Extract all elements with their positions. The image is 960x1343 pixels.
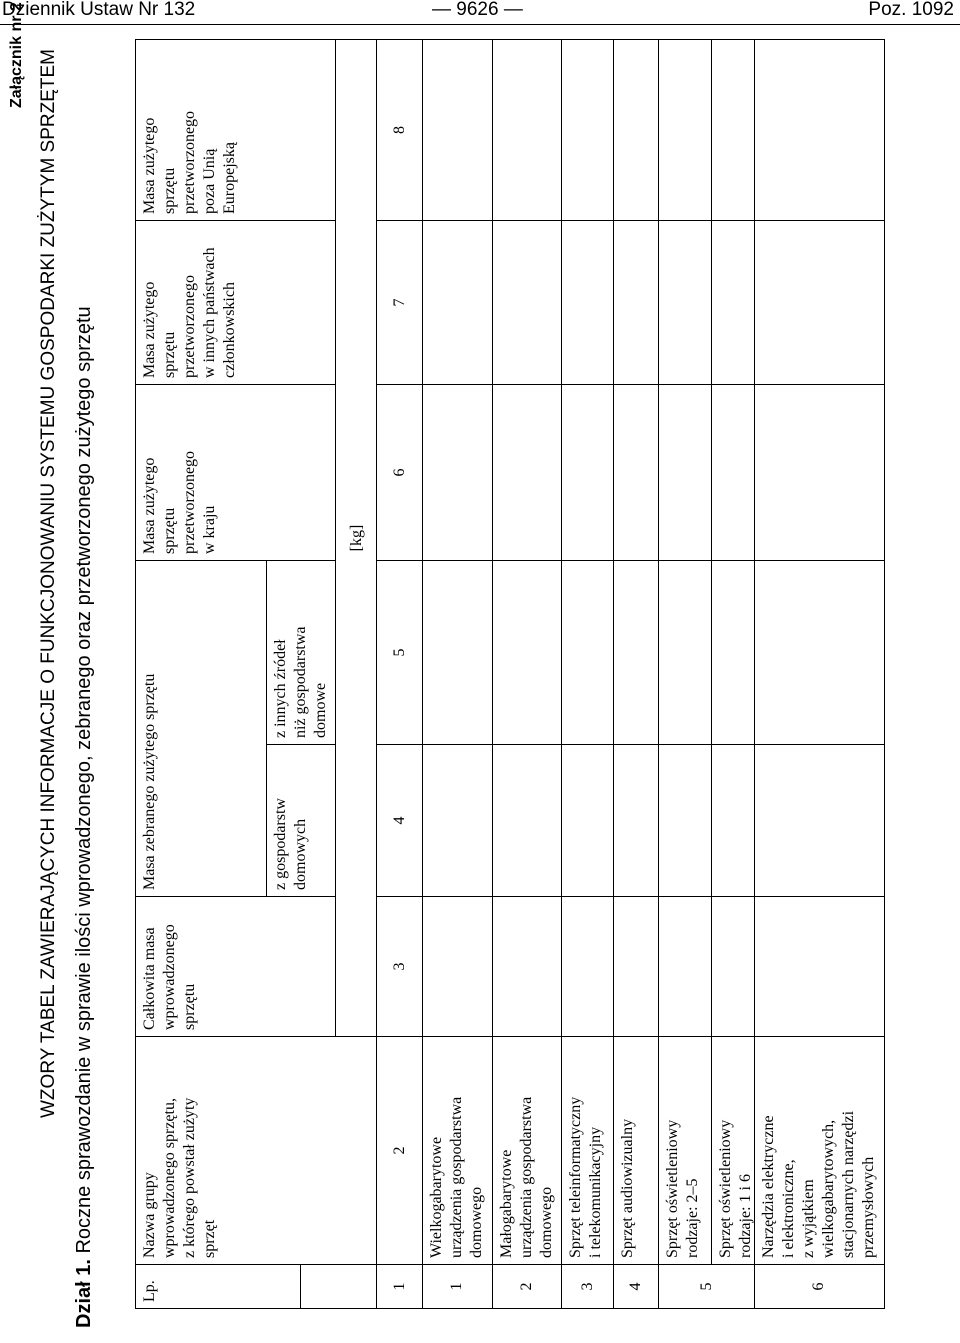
row-group-name: Sprzęt audiowizualny [613,1037,658,1265]
data-cell[interactable] [658,385,711,561]
data-cell[interactable] [561,561,613,745]
col-number: 7 [376,221,422,385]
data-cell[interactable] [561,897,613,1037]
position-number: Poz. 1092 [868,0,954,20]
data-cell[interactable] [754,561,885,745]
data-cell[interactable] [658,39,711,221]
data-cell[interactable] [613,39,658,221]
data-cell[interactable] [613,561,658,745]
data-cell[interactable] [711,39,754,221]
section-label: Dział 1. [73,1259,95,1328]
row-lp: 6 [754,1265,885,1309]
data-cell[interactable] [613,897,658,1037]
data-cell[interactable] [658,745,711,897]
main-title: WZORY TABEL ZAWIERAJĄCYCH INFORMACJE O FUNKCJONOWANIU SYSTEMU GOSPODARKI ZUŻYTYM SPRZĘTEM [38,48,59,1118]
data-cell[interactable] [561,221,613,385]
data-cell[interactable] [658,897,711,1037]
row-group-name: Narzędzia elektryczne i elektroniczne, z wyjątkiem wielkogabarytowych, stacjonarnych narzędzi przemysłowych [754,1037,885,1265]
row-lp: 1 [422,1265,492,1309]
row-lp: 4 [613,1265,658,1309]
section-text: Roczne sprawozdanie w sprawie ilości wprowadzonego, zebranego oraz przetworzonego zużytego sprzętu [73,306,95,1254]
row-group-name: Sprzęt oświetleniowy rodzaje: 1 i 6 [711,1037,754,1265]
data-cell[interactable] [754,221,885,385]
data-cell[interactable] [561,385,613,561]
data-cell[interactable] [754,745,885,897]
row-group-name: Wielkogabarytowe urządzenia gospodarstwa domowego [422,1037,492,1265]
row-lp: 3 [561,1265,613,1309]
col-number: 1 [376,1265,422,1309]
data-cell[interactable] [422,745,492,897]
header-processed-country: Masa zużytego sprzętu przetworzonego w kraju [135,385,335,561]
data-cell[interactable] [561,39,613,221]
data-cell[interactable] [422,221,492,385]
data-cell[interactable] [658,561,711,745]
row-group-name: Małogabarytowe urządzenia gospodarstwa domowego [492,1037,561,1265]
page-number: — 9626 — [432,0,523,20]
col-number: 5 [376,561,422,745]
header-lp-blank [300,1265,376,1309]
col-number: 4 [376,745,422,897]
header-group: Nazwa grupy wprowadzonego sprzętu, z którego powstał zużyty sprzęt [135,1037,376,1265]
data-cell[interactable] [754,385,885,561]
data-cell[interactable] [422,385,492,561]
section-heading [73,306,96,1328]
col-number: 3 [376,897,422,1037]
col-number: 2 [376,1037,422,1265]
data-cell[interactable] [613,745,658,897]
row-lp: 2 [492,1265,561,1309]
data-cell[interactable] [422,897,492,1037]
data-cell[interactable] [492,221,561,385]
unit-label: [kg] [335,39,376,1037]
header-collected: Masa zebranego zużytego sprzętu [135,561,266,897]
header-processed-member-states: Masa zużytego sprzętu przetworzonego w innych państwach członkowskich [135,221,335,385]
journal-title: Dziennik Ustaw Nr 132 [2,0,196,20]
col-number: 6 [376,385,422,561]
row-group-name: Sprzęt teleinformatyczny i telekomunikacyjny [561,1037,613,1265]
header-from-other: z innych źródeł niż gospodarstwa domowe [266,561,335,745]
data-cell[interactable] [754,39,885,221]
data-cell[interactable] [492,561,561,745]
header-lp: Lp. [135,1265,300,1309]
data-cell[interactable] [561,745,613,897]
data-cell[interactable] [492,385,561,561]
row-group-name: Sprzęt oświetleniowy rodzaje: 2–5 [658,1037,711,1265]
data-cell[interactable] [492,39,561,221]
data-cell[interactable] [613,221,658,385]
data-cell[interactable] [658,221,711,385]
data-cell[interactable] [613,385,658,561]
data-cell[interactable] [711,745,754,897]
data-cell[interactable] [711,897,754,1037]
header-processed-outside-eu: Masa zużytego sprzętu przetworzonego poza Unią Europejską [135,39,335,221]
data-cell[interactable] [711,221,754,385]
data-cell[interactable] [754,897,885,1037]
data-cell[interactable] [711,385,754,561]
data-cell[interactable] [711,561,754,745]
header-from-households: z gospodarstw domowych [266,745,335,897]
annex-label: Załącznik nr 2 [8,2,25,108]
header-total: Całkowita masa wprowadzonego sprzętu [135,897,335,1037]
col-number: 8 [376,39,422,221]
report-table [135,39,885,1309]
data-cell[interactable] [422,561,492,745]
row-lp: 5 [658,1265,754,1309]
data-cell[interactable] [422,39,492,221]
data-cell[interactable] [492,897,561,1037]
data-cell[interactable] [492,745,561,897]
